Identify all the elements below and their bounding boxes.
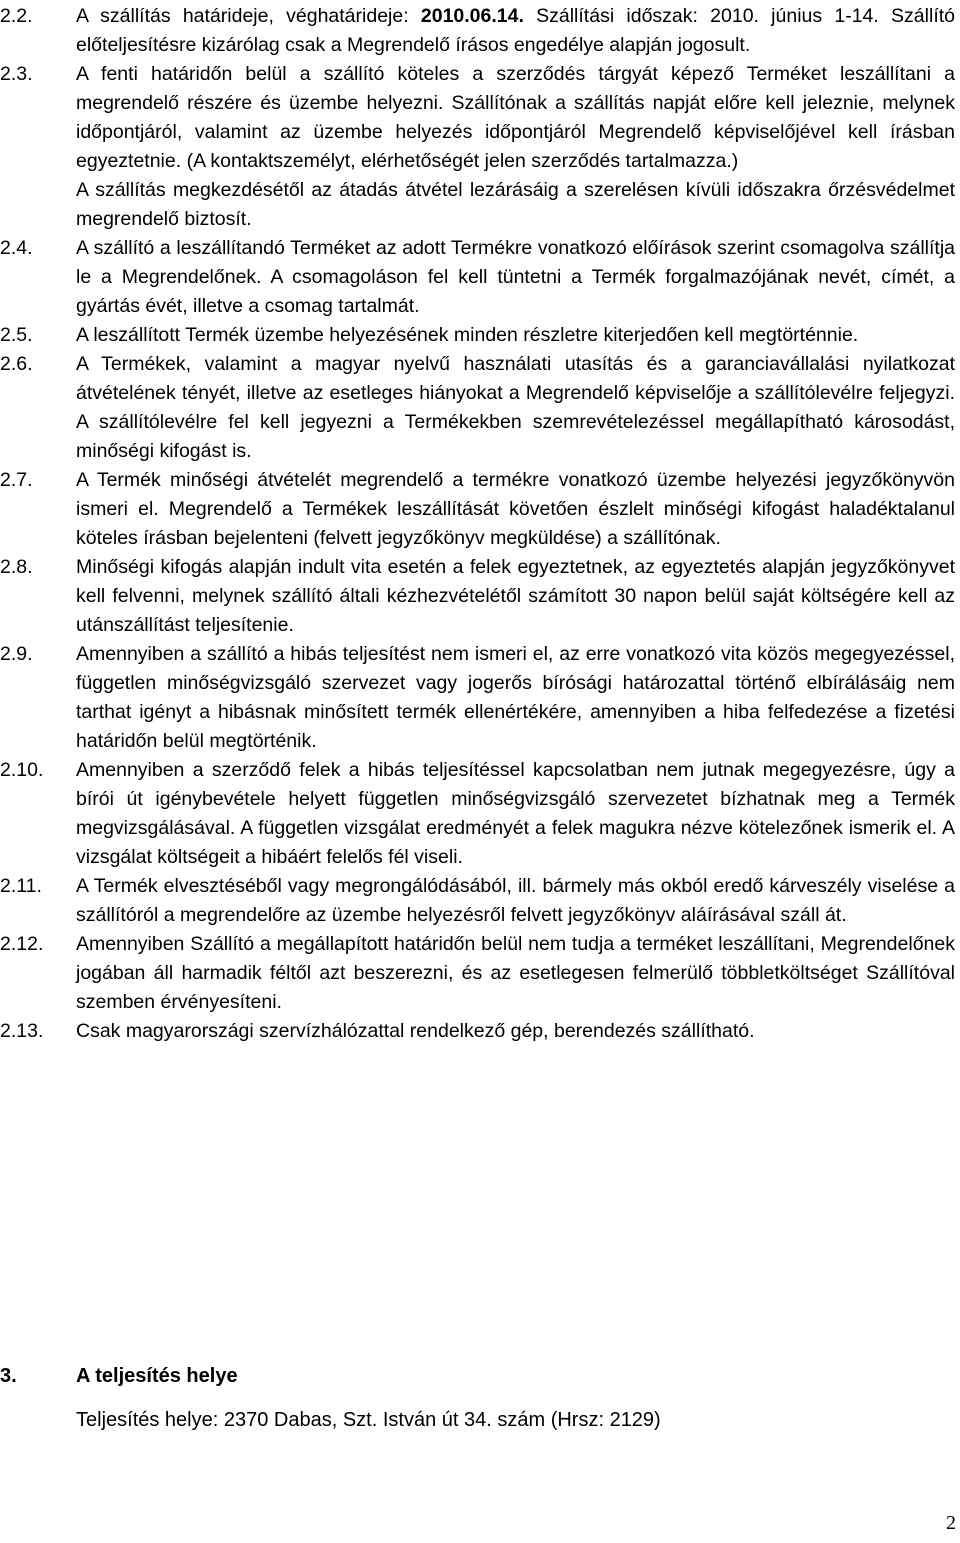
clause-number: 2.5. <box>0 324 33 346</box>
section-body: Teljesítés helye: 2370 Dabas, Szt. István út 34. szám (Hrsz: 2129) <box>76 1409 661 1431</box>
clause-text <box>76 553 955 640</box>
clause-2-5 <box>0 321 955 350</box>
clause-number: 2.8. <box>0 556 33 578</box>
clause-text <box>76 350 955 466</box>
clause-2-13 <box>0 1017 955 1046</box>
clause-number: 2.7. <box>0 469 33 491</box>
clause-text <box>76 234 955 321</box>
clause-text <box>76 60 955 234</box>
clause-2-12 <box>0 930 955 1017</box>
clause-number: 2.9. <box>0 643 33 665</box>
clause-paragraph: Amennyiben Szállító a megállapított határidőn belül nem tudja a terméket leszállítani, Megrendelőnek jogában áll harmadik féltől azt beszerezni, és az esetlegesen felmerülő többletköltséget Szállítóval szemben érvényesíteni. <box>76 933 955 1013</box>
clause-paragraph: A szállító a leszállítandó Terméket az adott Termékre vonatkozó előírások szerint csomagolva szállítja le a Megrendelőnek. A csomagoláson fel kell tüntetni a Termék forgalmazójának nevét, címét, a gyártás évét, illetve a csomag tartalmát. <box>76 237 955 317</box>
clause-paragraph: Amennyiben a szerződő felek a hibás teljesítéssel kapcsolatban nem jutnak megegyezésre, úgy a bírói út igénybevétele helyett független minőségvizsgáló szervezetet bízhatnak meg a Termék megvizsgálásával. A független vizsgálat eredményét a felek magukra nézve kötelezőnek ismerik el. A vizsgálat költségeit a hibáért felelős fél viseli. <box>76 759 955 868</box>
clause-2-4 <box>0 234 955 321</box>
clause-2-11 <box>0 872 955 930</box>
clause-number: 2.11. <box>0 875 42 897</box>
clause-paragraph: A Termékek, valamint a magyar nyelvű használati utasítás és a garanciavállalási nyilatkozat átvételének tényét, illetve az esetleges hiányokat a Megrendelő képviselője a szállítólevélre feljegyzi. A szállítólevélre fel kell jegyezni a Termékekben szemrevételezéssel megállapítható károsodást, minőségi kifogást is. <box>76 353 955 462</box>
clause-text <box>76 756 955 872</box>
page-number: 2 <box>946 1512 956 1534</box>
clause-paragraph: A szállítás határideje, véghatárideje: 2010.06.14. Szállítási időszak: 2010. június 1-14. Szállító előteljesítésre kizárólag csak a Megrendelő írásos engedélye alapján jogosult. <box>76 5 955 56</box>
clause-number: 2.10. <box>0 759 44 781</box>
clause-number: 2.6. <box>0 353 33 375</box>
clause-2-9 <box>0 640 955 756</box>
clause-paragraph: A leszállított Termék üzembe helyezésének minden részletre kiterjedően kell megtörténnie. <box>76 324 859 346</box>
clause-number: 2.12. <box>0 933 44 955</box>
clause-paragraph: A Termék elvesztéséből vagy megrongálódásából, ill. bármely más okból eredő kárveszély viselése a szállítóról a megrendelőre az üzembe helyezésről felvett jegyzőkönyv aláírásával száll át. <box>76 875 955 926</box>
clause-paragraph: Minőségi kifogás alapján indult vita esetén a felek egyeztetnek, az egyeztetés alapján jegyzőkönyvet kell felvenni, melynek szállító általi kézhezvételétől számított 30 napon belül saját költségére kell az utánszállítást teljesítenie. <box>76 556 955 636</box>
clause-paragraph: A fenti határidőn belül a szállító köteles a szerződés tárgyát képező Terméket leszállítani a megrendelő részére és üzembe helyezni. Szállítónak a szállítás napját előre kell jeleznie, melynek időpontjáról, valamint az üzembe helyezés időpontjáról Megrendelő képviselőjével kell írásban egyeztetnie. (A kontaktszemélyt, elérhetőségét jelen szerződés tartalmazza.) <box>76 63 955 172</box>
clause-text <box>76 2 955 60</box>
clause-2-8 <box>0 553 955 640</box>
clause-paragraph: A Termék minőségi átvételét megrendelő a termékre vonatkozó üzembe helyezési jegyzőkönyvön ismeri el. Megrendelő a Termékek leszállítását követően észlelt minőségi kifogást haladéktalanul köteles írásban bejelenteni (felvett jegyzőkönyv megküldése) a szállítónak. <box>76 469 955 549</box>
clause-2-7 <box>0 466 955 553</box>
clause-text <box>76 640 955 756</box>
clause-paragraph: Amennyiben a szállító a hibás teljesítést nem ismeri el, az erre vonatkozó vita közös megegyezéssel, független minőségvizsgáló szervezet vagy jogerős bírósági határozattal történő elbírálásáig nem tarthat igényt a hibásnak minősített termék ellenértékére, amennyiben a hiba felfedezése a fizetési határidőn belül megtörténik. <box>76 643 955 752</box>
clause-text <box>76 872 955 930</box>
clause-number: 2.13. <box>0 1020 44 1042</box>
clause-text <box>76 466 955 553</box>
clause-number: 2.2. <box>0 5 33 27</box>
section-title: A teljesítés helye <box>76 1365 238 1387</box>
clause-2-2 <box>0 2 955 60</box>
clause-paragraph: A szállítás megkezdésétől az átadás átvétel lezárásáig a szerelésen kívüli időszakra őrzésvédelmet megrendelő biztosít. <box>76 179 955 230</box>
clause-paragraph: Csak magyarországi szervízhálózattal rendelkező gép, berendezés szállítható. <box>76 1020 755 1042</box>
clause-text <box>76 321 955 350</box>
clause-2-6 <box>0 350 955 466</box>
clause-text <box>76 1017 955 1046</box>
deadline-date: 2010.06.14. <box>420 5 524 27</box>
section-number: 3. <box>0 1365 17 1387</box>
clause-number: 2.4. <box>0 237 33 259</box>
clause-number: 2.3. <box>0 63 33 85</box>
clause-2-3 <box>0 60 955 234</box>
clause-text <box>76 930 955 1017</box>
clause-2-10 <box>0 756 955 872</box>
